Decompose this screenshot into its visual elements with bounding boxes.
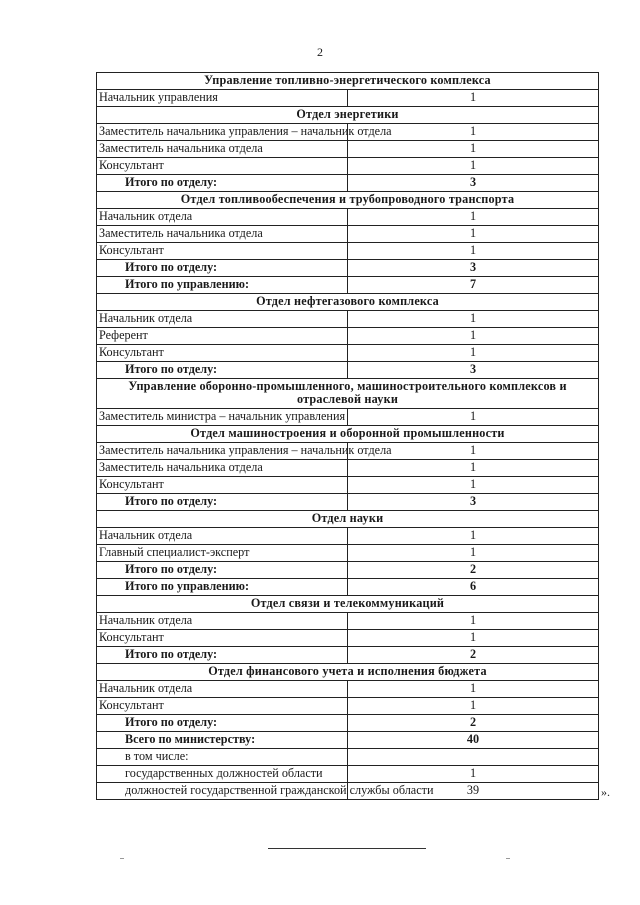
total-label: Итого по отделу:	[97, 647, 348, 664]
position-title: Начальник отдела	[97, 209, 348, 226]
position-row	[97, 209, 599, 226]
position-title: Консультант	[97, 698, 348, 715]
total-count: 2	[348, 715, 599, 732]
total-row	[97, 362, 599, 379]
position-title: в том числе:	[97, 749, 348, 766]
position-row	[97, 226, 599, 243]
total-label: Итого по управлению:	[97, 579, 348, 596]
total-count: 3	[348, 260, 599, 277]
position-title: Начальник отдела	[97, 528, 348, 545]
position-row	[97, 141, 599, 158]
position-row	[97, 409, 599, 426]
total-count: 2	[348, 562, 599, 579]
position-row	[97, 783, 599, 800]
position-row	[97, 243, 599, 260]
position-count: 1	[348, 141, 599, 158]
position-title: Консультант	[97, 477, 348, 494]
total-label: Итого по управлению:	[97, 277, 348, 294]
position-count: 1	[348, 124, 599, 141]
total-label: Всего по министерству:	[97, 732, 348, 749]
total-count: 3	[348, 494, 599, 511]
section-title: Отдел машиностроения и оборонной промышленности	[97, 426, 599, 443]
total-count: 7	[348, 277, 599, 294]
position-row	[97, 311, 599, 328]
position-title: Консультант	[97, 243, 348, 260]
position-title: Заместитель начальника отдела	[97, 141, 348, 158]
section-title: Отдел нефтегазового комплекса	[97, 294, 599, 311]
position-title: Консультант	[97, 630, 348, 647]
total-count: 3	[348, 362, 599, 379]
position-row	[97, 477, 599, 494]
position-row	[97, 528, 599, 545]
position-title: Заместитель министра – начальник управления	[97, 409, 348, 426]
total-label: Итого по отделу:	[97, 715, 348, 732]
section-title: Отдел науки	[97, 511, 599, 528]
position-title: Заместитель начальника отдела	[97, 226, 348, 243]
position-title: Референт	[97, 328, 348, 345]
position-count: 1	[348, 345, 599, 362]
position-count: 1	[348, 766, 599, 783]
position-count: 1	[348, 90, 599, 107]
position-row	[97, 545, 599, 562]
staffing-table	[96, 72, 599, 800]
position-count: 1	[348, 545, 599, 562]
position-title: должностей государственной гражданской службы области	[97, 783, 348, 800]
total-label: Итого по отделу:	[97, 562, 348, 579]
position-count: 1	[348, 226, 599, 243]
section-header-row	[97, 73, 599, 90]
total-row	[97, 732, 599, 749]
position-row	[97, 328, 599, 345]
section-header-row	[97, 379, 599, 409]
total-count: 2	[348, 647, 599, 664]
position-title: Начальник отдела	[97, 613, 348, 630]
position-row	[97, 345, 599, 362]
position-count: 1	[348, 443, 599, 460]
position-title: Консультант	[97, 158, 348, 175]
position-row	[97, 630, 599, 647]
position-row	[97, 158, 599, 175]
position-row	[97, 698, 599, 715]
section-header-row	[97, 426, 599, 443]
position-count: 1	[348, 409, 599, 426]
section-header-row	[97, 192, 599, 209]
position-count: 1	[348, 460, 599, 477]
section-title: Отдел финансового учета и исполнения бюджета	[97, 664, 599, 681]
position-count: 1	[348, 630, 599, 647]
position-row	[97, 443, 599, 460]
position-count: 1	[348, 528, 599, 545]
total-row	[97, 562, 599, 579]
position-count: 1	[348, 477, 599, 494]
section-title: Отдел топливообеспечения и трубопроводного транспорта	[97, 192, 599, 209]
position-row	[97, 460, 599, 477]
total-row	[97, 494, 599, 511]
section-header-row	[97, 107, 599, 124]
position-row	[97, 749, 599, 766]
position-count: 1	[348, 613, 599, 630]
total-label: Итого по отделу:	[97, 260, 348, 277]
total-row	[97, 260, 599, 277]
position-title: Начальник отдела	[97, 681, 348, 698]
scan-speck	[120, 858, 124, 859]
position-row	[97, 681, 599, 698]
position-count: 1	[348, 158, 599, 175]
section-header-row	[97, 511, 599, 528]
position-row	[97, 613, 599, 630]
total-count: 3	[348, 175, 599, 192]
position-row	[97, 124, 599, 141]
position-title: Начальник управления	[97, 90, 348, 107]
page-number: 2	[317, 45, 323, 59]
closing-quote-mark: ».	[601, 785, 610, 799]
position-count: 1	[348, 209, 599, 226]
position-count: 39	[348, 783, 599, 800]
position-title: Консультант	[97, 345, 348, 362]
position-title: Заместитель начальника управления – начальник отдела	[97, 443, 348, 460]
section-title: Отдел связи и телекоммуникаций	[97, 596, 599, 613]
position-count: 1	[348, 243, 599, 260]
position-title: Начальник отдела	[97, 311, 348, 328]
position-count: 1	[348, 328, 599, 345]
section-header-row	[97, 596, 599, 613]
total-count: 6	[348, 579, 599, 596]
position-count: 1	[348, 681, 599, 698]
total-row	[97, 715, 599, 732]
section-header-row	[97, 294, 599, 311]
staffing-table-body	[97, 73, 599, 800]
position-count: 1	[348, 698, 599, 715]
total-label: Итого по отделу:	[97, 175, 348, 192]
position-title: Заместитель начальника управления – начальник отдела	[97, 124, 348, 141]
position-count	[348, 749, 599, 766]
total-label: Итого по отделу:	[97, 494, 348, 511]
section-title: Управление топливно-энергетического комплекса	[97, 73, 599, 90]
total-label: Итого по отделу:	[97, 362, 348, 379]
total-row	[97, 647, 599, 664]
signature-rule	[268, 848, 426, 849]
section-title: Отдел энергетики	[97, 107, 599, 124]
section-title: Управление оборонно-промышленного, машиностроительного комплексов и отраслевой науки	[97, 379, 599, 409]
total-row	[97, 277, 599, 294]
total-row	[97, 175, 599, 192]
position-title: государственных должностей области	[97, 766, 348, 783]
scan-speck	[506, 858, 510, 859]
position-title: Главный специалист-эксперт	[97, 545, 348, 562]
position-row	[97, 90, 599, 107]
position-title: Заместитель начальника отдела	[97, 460, 348, 477]
total-count: 40	[348, 732, 599, 749]
total-row	[97, 579, 599, 596]
position-count: 1	[348, 311, 599, 328]
section-header-row	[97, 664, 599, 681]
position-row	[97, 766, 599, 783]
